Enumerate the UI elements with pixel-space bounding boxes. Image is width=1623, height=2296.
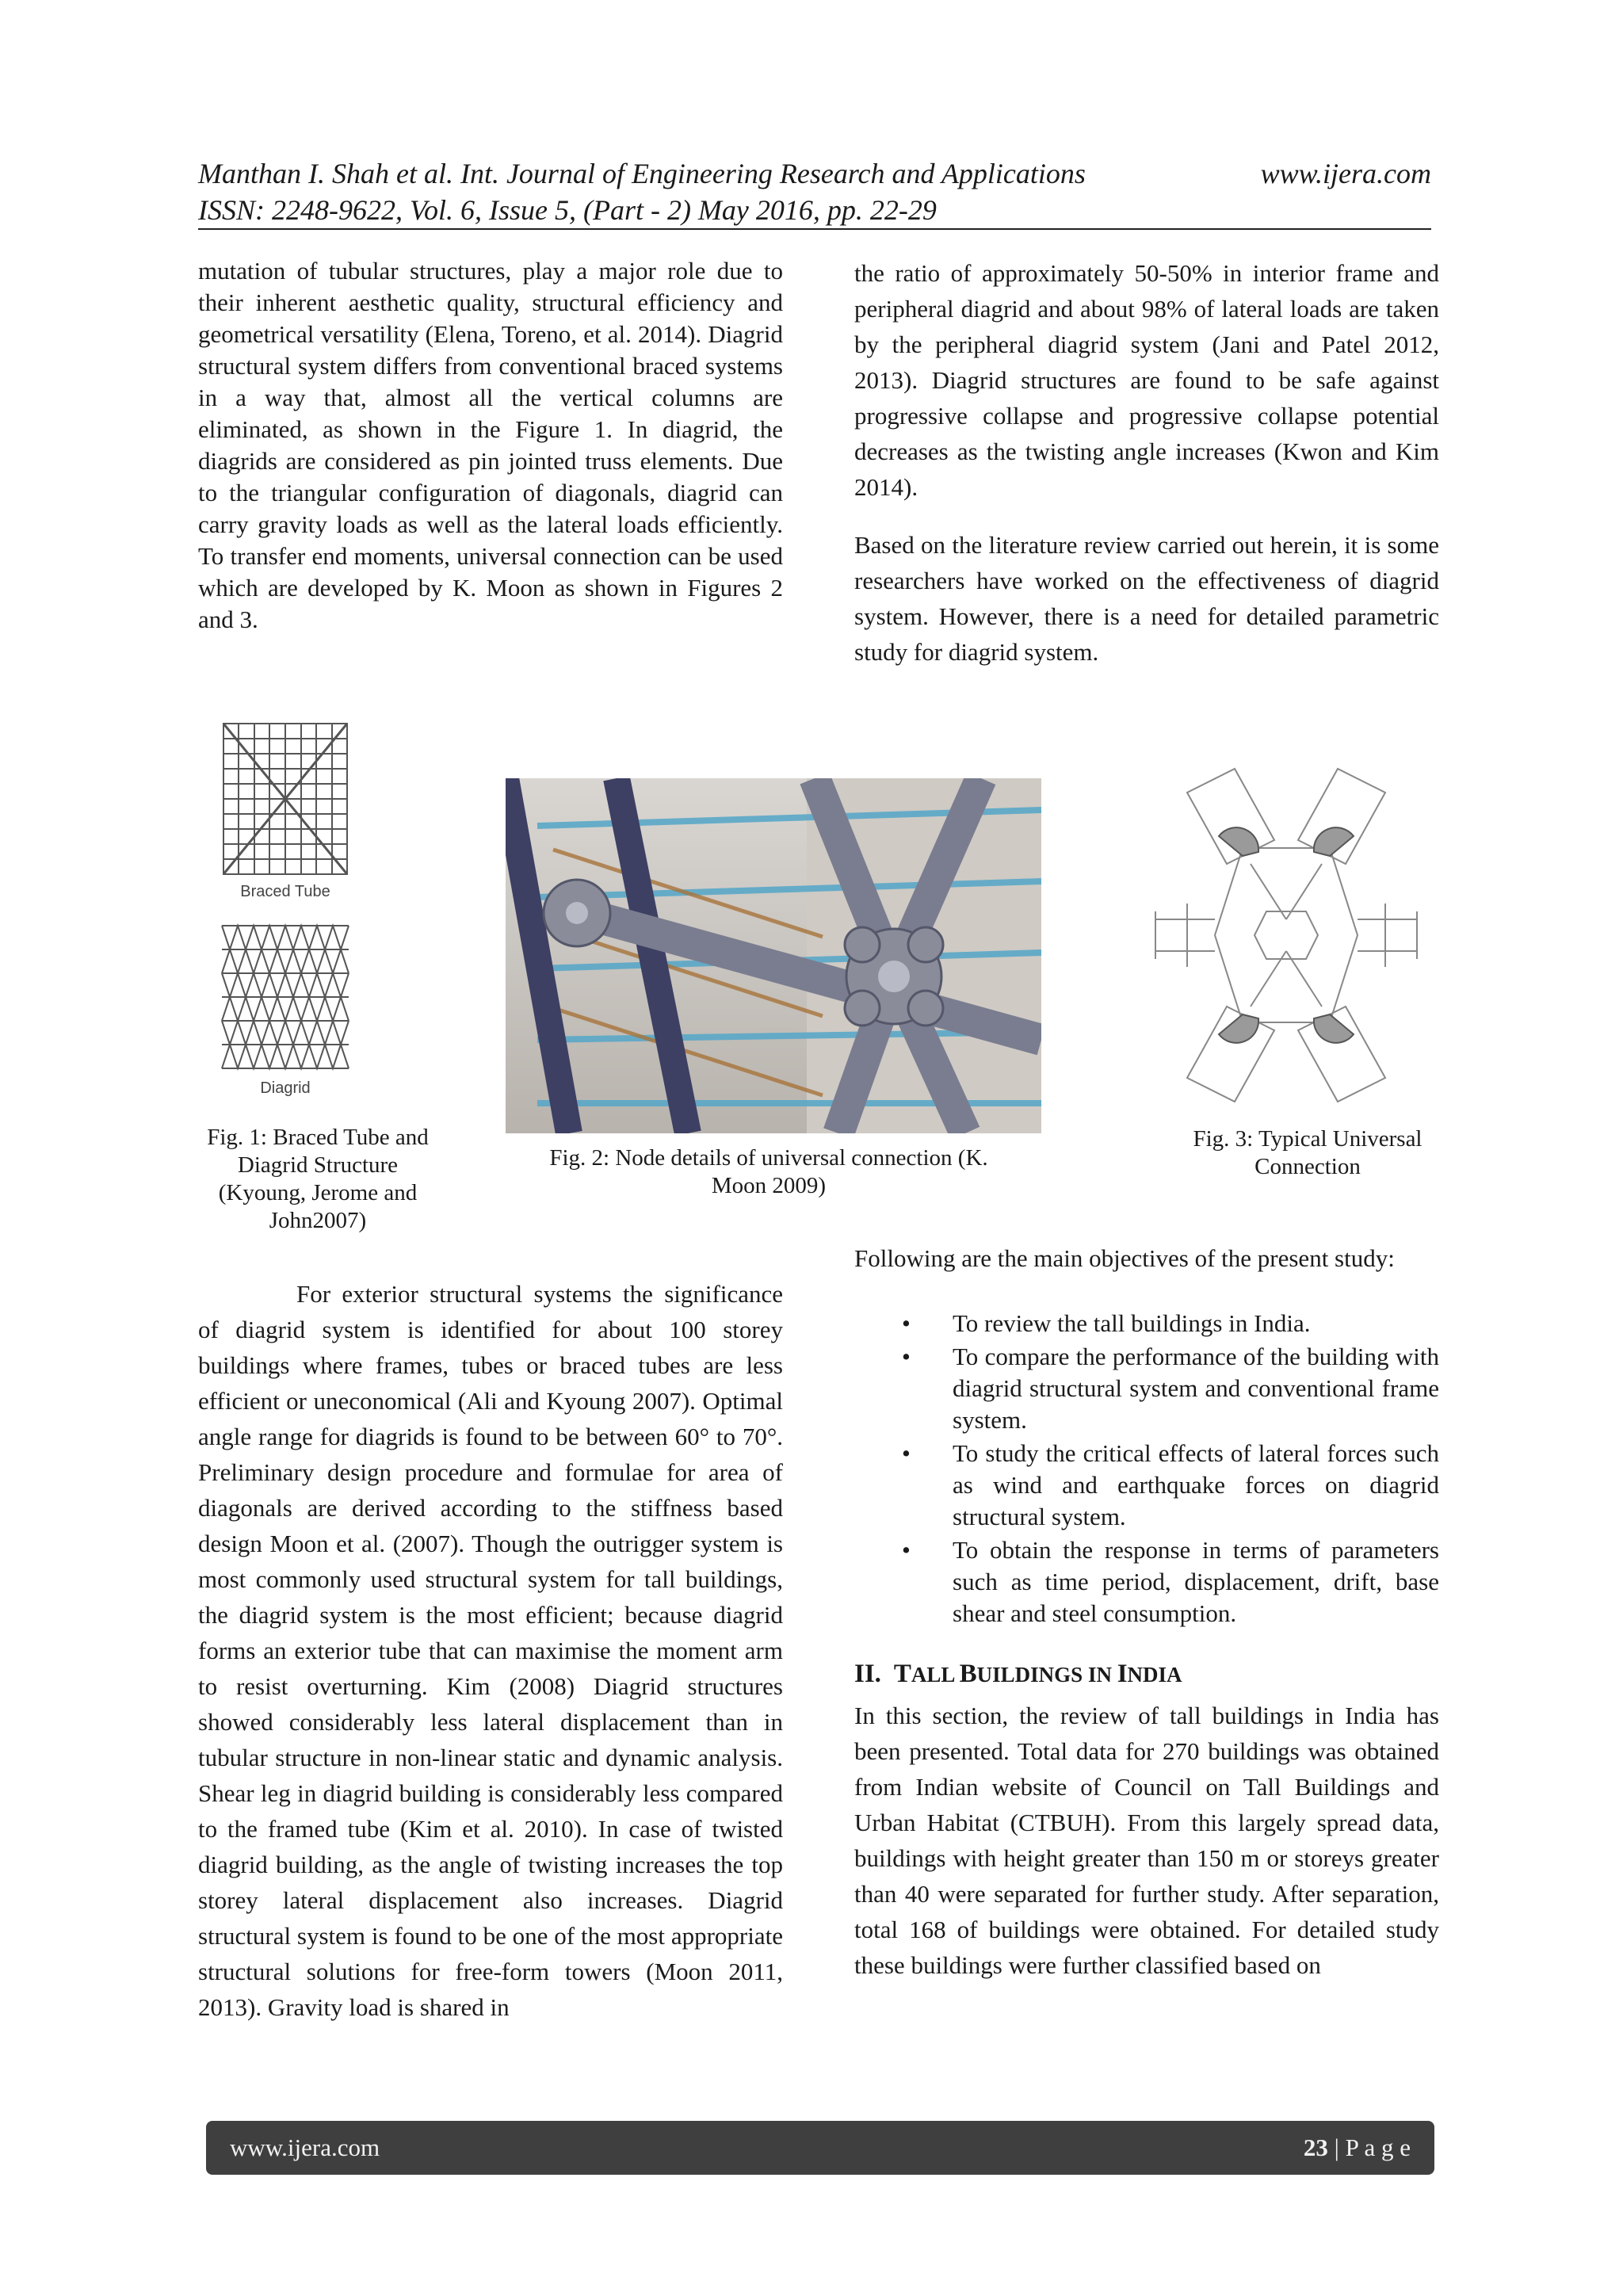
paragraph: mutation of tubular structures, play a major role due to their inherent aesthetic quality, structural efficiency and geometrical versatility (Elena, Toreno, et al. 2014). Diagrid structural system differs from conventional braced systems in a way that, almost all the vertical columns are eliminated, as shown in the Figure 1. In diagrid, the diagrids are considered as pin jointed truss elements. Due to the triangular configuration of diagonals, diagrid can carry gravity loads as well as the lateral loads efficiently. To transfer end moments, universal connection can be used which are developed by K. Moon as shown in Figures 2 and 3.: [198, 257, 783, 633]
page-number: 23: [1303, 2134, 1328, 2161]
braced-tube-label: Braced Tube: [240, 883, 330, 900]
section-title-part: NDIA: [1127, 1663, 1182, 1687]
right-column-bottom: [854, 1240, 1439, 1983]
journal-title: Manthan I. Shah et al. Int. Journal of Engineering Research and Applications: [198, 158, 1086, 189]
page-footer: [206, 2121, 1434, 2175]
right-column-top: [854, 255, 1439, 670]
section-title-part: B: [959, 1660, 977, 1688]
figure-1: [214, 720, 357, 1100]
list-item: • To obtain the response in terms of parameters such as time period, displacement, drift, base shear and steel consumption.: [854, 1534, 1439, 1629]
figure-2: [506, 778, 1041, 1133]
section-title-part: ALL: [911, 1663, 960, 1687]
header-line-2: [198, 192, 1431, 228]
list-item: • To study the critical effects of lateral forces such as wind and earthquake forces on diagrid structural system.: [854, 1438, 1439, 1533]
paragraph-gap: [854, 505, 1439, 527]
objectives-list: [854, 1308, 1439, 1629]
universal-connection-drawing: [1140, 761, 1433, 1110]
page-header: [198, 155, 1431, 228]
footer-website[interactable]: www.ijera.com: [230, 2134, 380, 2161]
section-title-part: I: [1117, 1660, 1128, 1688]
left-column-bottom: [198, 1276, 783, 2025]
left-column-top: [198, 255, 783, 636]
journal-website[interactable]: www.ijera.com: [1260, 158, 1431, 189]
diagrid-label: Diagrid: [260, 1079, 311, 1097]
diagrid-drawing: [214, 918, 357, 1076]
section-number: II.: [854, 1660, 881, 1688]
braced-tube-drawing: [214, 720, 357, 886]
paragraph: the ratio of approximately 50-50% in interior frame and peripheral diagrid and about 98% of lateral loads are taken by the peripheral diagrid system (Jani and Patel 2012, 2013). Diagrid structures are found to be safe against progressive collapse and progressive collapse potential decreases as the twisting angle increases (Kwon and Kim 2014).: [854, 259, 1439, 501]
figure-1-caption: Fig. 1: Braced Tube and Diagrid Structure (Kyoung, Jerome and John2007): [207, 1125, 429, 1233]
paragraph: For exterior structural systems the significance of diagrid system is identified for about 100 storey buildings where frames, tubes or braced tubes are less efficient or uneconomical (Ali and Kyoung 2007). Optimal angle range for diagrids is found to be between 60° to 70°. Preliminary design procedure and formulae for area of diagonals are derived according to the stiffness based design Moon et al. (2007). Though the outrigger system is most commonly used structural system for tall buildings, the diagrid system is the most efficient; because diagrid forms an exterior tube that can maximise the moment arm to resist overturning. Kim (2008) Diagrid structures showed considerably less lateral displacement than in tubular structure in non-linear static and dynamic analysis. Shear leg in diagrid building is considerably less compared to the framed tube (Kim et al. 2010). In case of twisted diagrid building, as the angle of twisting increases the top storey lateral displacement also increases. Diagrid structural system is found to be one of the most appropriate structural solutions for free-form towers (Moon 2011, 2013). Gravity load is shared in: [198, 1280, 783, 2021]
header-divider: [198, 228, 1431, 230]
section-heading: [854, 1656, 1439, 1693]
section-title-part: T: [893, 1660, 911, 1688]
page-number-label: [1304, 2134, 1411, 2162]
node-detail-render: [506, 778, 1041, 1133]
list-item: • To review the tall buildings in India.: [854, 1308, 1439, 1339]
header-line-1: [198, 155, 1431, 192]
section-title-part: UILDINGS IN: [976, 1663, 1117, 1687]
objectives-intro: Following are the main objectives of the present study:: [854, 1244, 1395, 1272]
list-item: • To compare the performance of the building with diagrid structural system and conventional frame system.: [854, 1341, 1439, 1436]
paragraph: Based on the literature review carried out herein, it is some researchers have worked on the effectiveness of diagrid system. However, there is a need for detailed parametric study for diagrid system.: [854, 531, 1439, 666]
figure-2-caption: Fig. 2: Node details of universal connection (K. Moon 2009): [549, 1145, 988, 1198]
paragraph: In this section, the review of tall buildings in India has been presented. Total data for 270 buildings was obtained from Indian website of Council on Tall Buildings and Urban Habitat (CTBUH). From this largely spread data, buildings with height greater than 150 m or storeys greater than 40 were separated for further study. After separation, total 168 of buildings were obtained. For detailed study these buildings were further classified based on: [854, 1702, 1439, 1979]
figure-3-caption: Fig. 3: Typical Universal Connection: [1193, 1126, 1423, 1179]
issn-line: ISSN: 2248-9622, Vol. 6, Issue 5, (Part - 2) May 2016, pp. 22-29: [198, 194, 937, 226]
figure-3: [1140, 761, 1433, 1110]
page-label: | P a g e: [1327, 2134, 1411, 2161]
